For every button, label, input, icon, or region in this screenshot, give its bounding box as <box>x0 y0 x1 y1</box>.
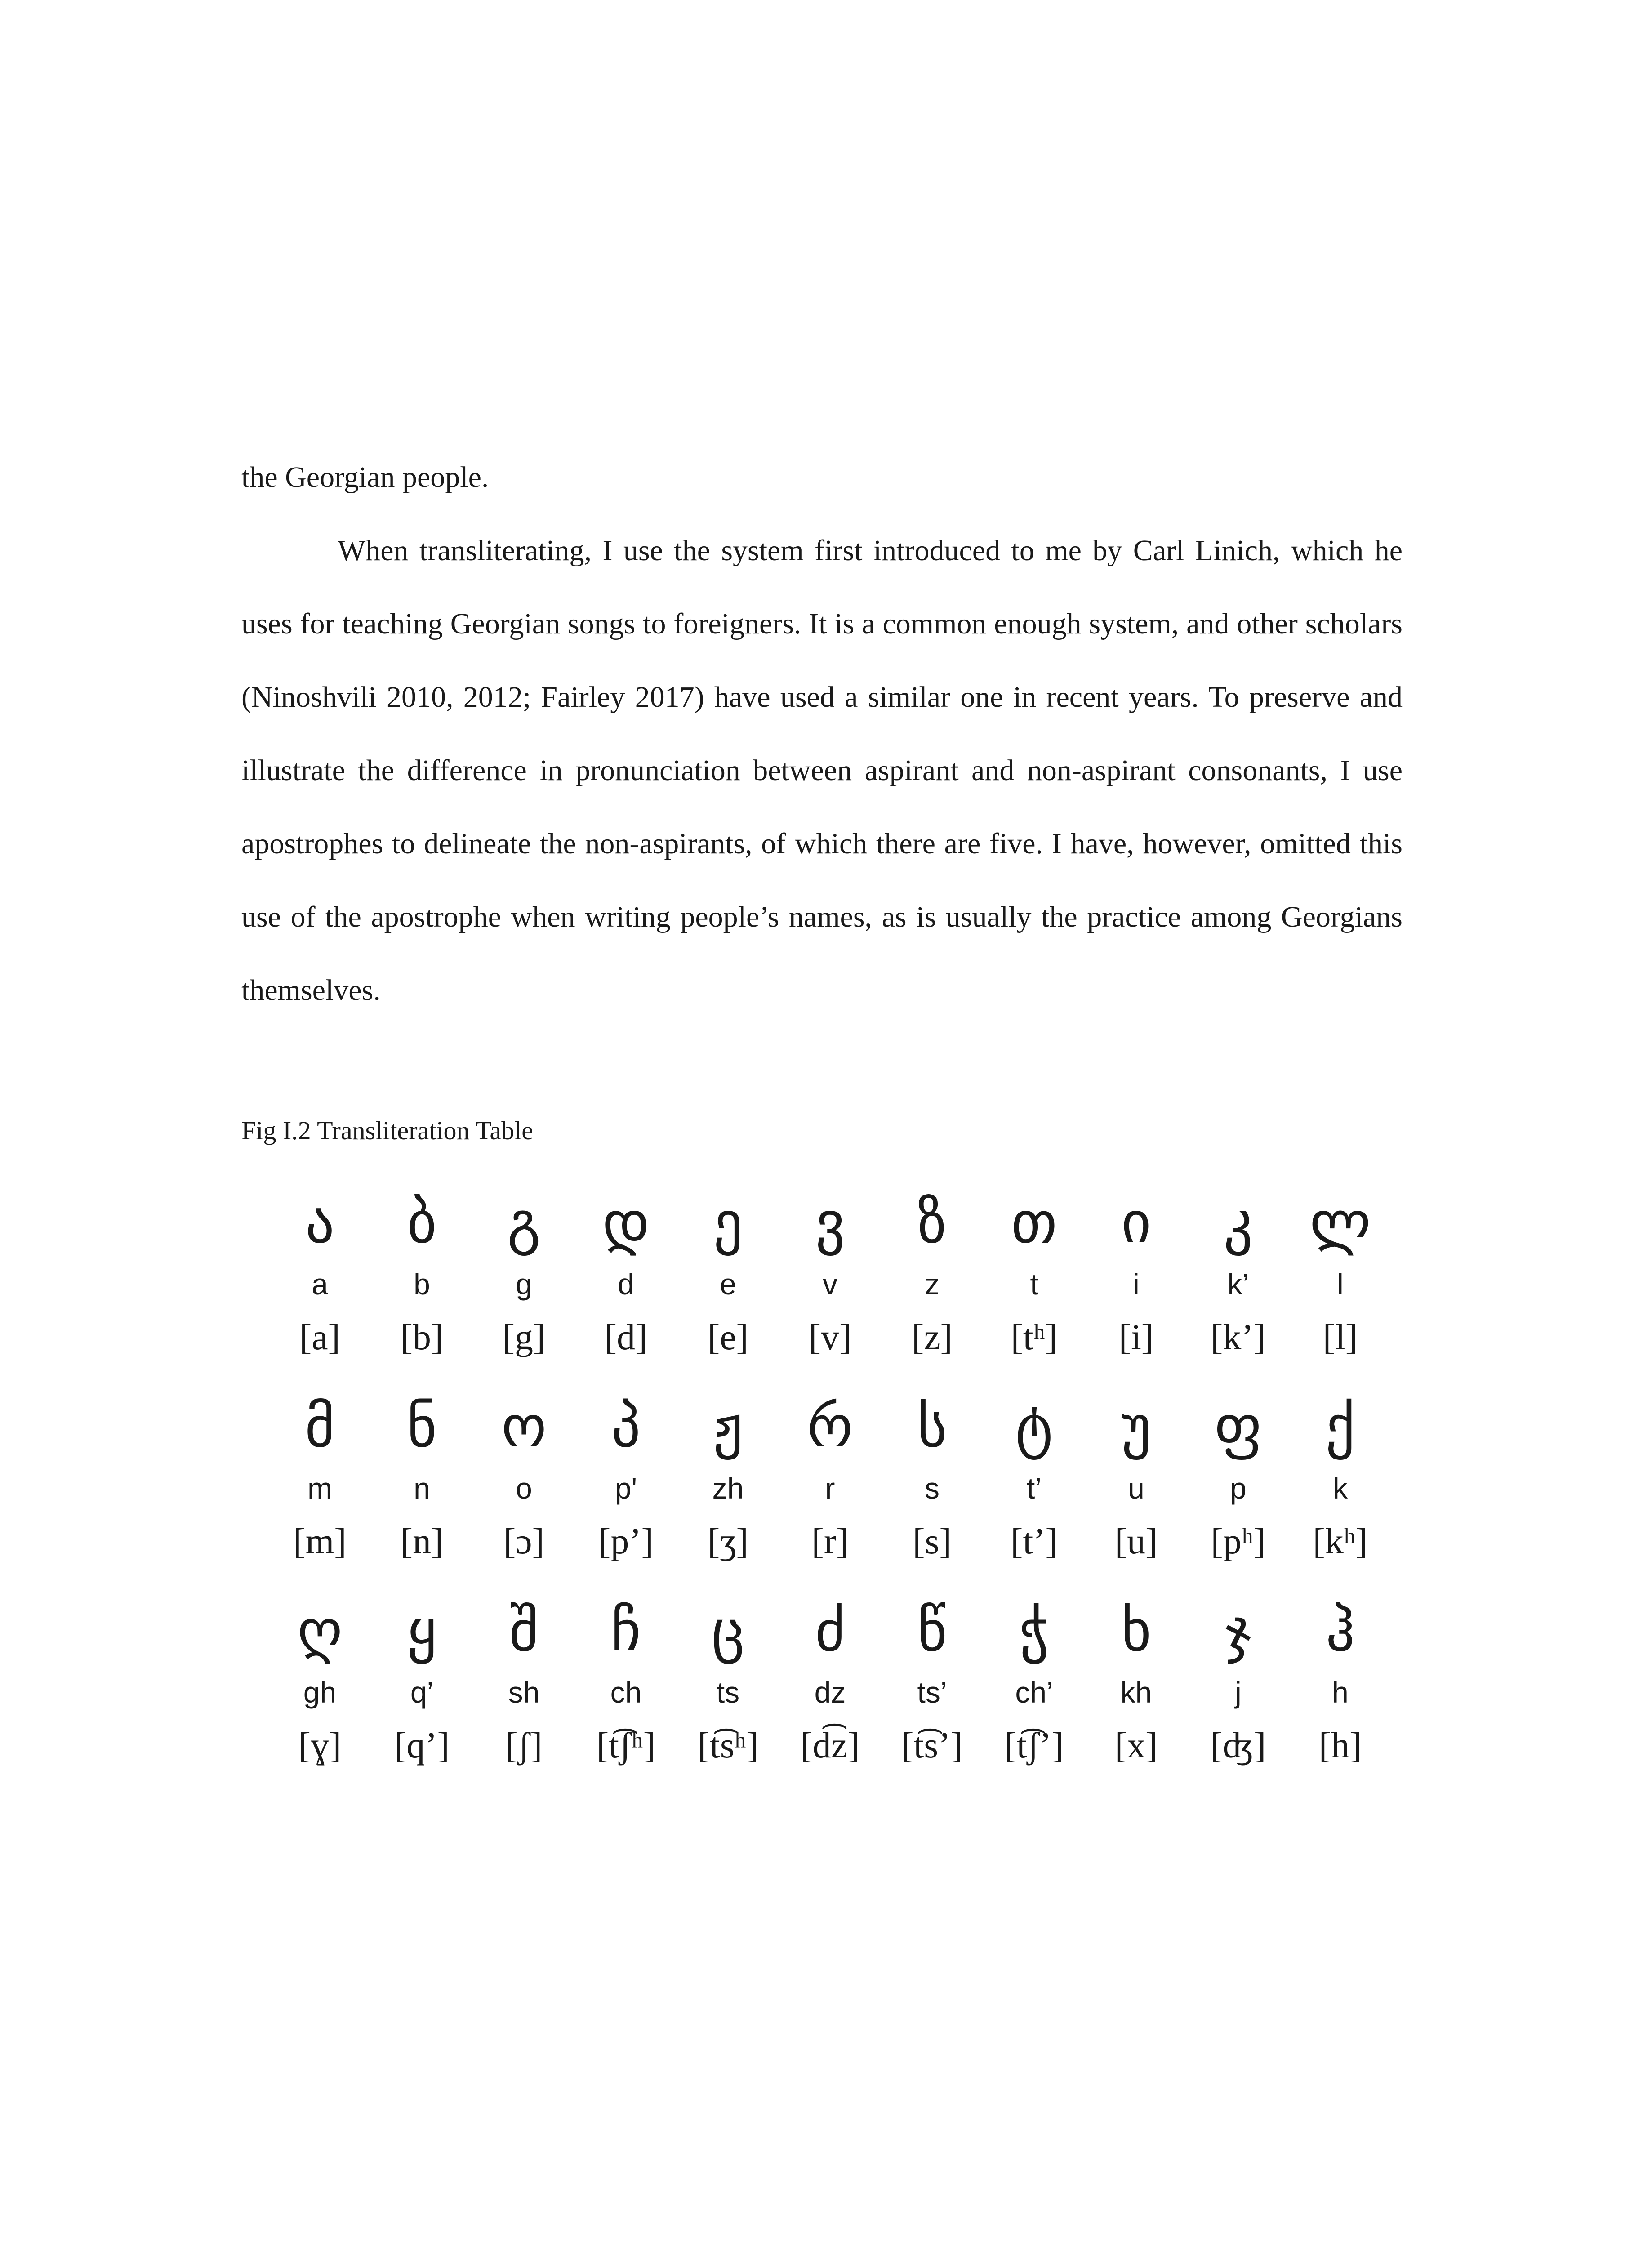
ipa-pronunciation: [d] <box>604 1316 648 1357</box>
latin-transliteration: u <box>1128 1472 1144 1505</box>
georgian-letter: ტ <box>1015 1393 1053 1460</box>
georgian-letter: ც <box>711 1597 745 1664</box>
ipa-pronunciation: [t͡ʃ’] <box>1004 1725 1064 1766</box>
ipa-pronunciation: [i] <box>1118 1316 1154 1357</box>
letter-cell <box>677 1595 779 1768</box>
latin-transliteration: t <box>1030 1267 1038 1301</box>
latin-transliteration: k’ <box>1227 1267 1249 1301</box>
letter-cell <box>1289 1187 1391 1360</box>
georgian-letter: მ <box>305 1393 335 1460</box>
latin-transliteration: zh <box>712 1472 744 1505</box>
georgian-letter: ჟ <box>713 1393 743 1460</box>
ipa-pronunciation: [t͡sʰ] <box>697 1725 759 1766</box>
ipa-pronunciation: [s] <box>913 1521 952 1561</box>
latin-transliteration: n <box>414 1472 430 1505</box>
georgian-letter: გ <box>507 1189 541 1256</box>
georgian-letter: ი <box>1121 1189 1151 1256</box>
ipa-pronunciation: [ɔ] <box>503 1521 544 1561</box>
letter-cell <box>1289 1595 1391 1768</box>
latin-transliteration: z <box>925 1267 940 1301</box>
ipa-pronunciation: [ʤ] <box>1210 1725 1266 1766</box>
latin-transliteration: p <box>1230 1472 1247 1505</box>
georgian-letter: წ <box>917 1597 947 1664</box>
letter-cell <box>371 1391 473 1564</box>
georgian-letter: ო <box>501 1393 547 1460</box>
latin-transliteration: o <box>516 1472 532 1505</box>
letter-cell <box>1187 1391 1289 1564</box>
letter-cell <box>983 1187 1085 1360</box>
latin-transliteration: t’ <box>1027 1472 1042 1505</box>
ipa-pronunciation: [pʰ] <box>1211 1521 1266 1561</box>
letter-cell <box>779 1595 881 1768</box>
latin-transliteration: ts <box>716 1676 740 1709</box>
letter-cell <box>983 1391 1085 1564</box>
ipa-pronunciation: [z] <box>911 1316 953 1357</box>
georgian-letter: ფ <box>1214 1393 1262 1460</box>
latin-transliteration: v <box>823 1267 837 1301</box>
georgian-letter: ლ <box>1309 1189 1371 1256</box>
ipa-pronunciation: [a] <box>299 1316 340 1357</box>
letter-cell <box>677 1391 779 1564</box>
georgian-letter: ა <box>305 1189 334 1256</box>
ipa-pronunciation: [r] <box>811 1521 849 1561</box>
ipa-pronunciation: [k’] <box>1211 1316 1266 1357</box>
letter-cell <box>881 1187 983 1360</box>
georgian-letter: ქ <box>1325 1393 1355 1460</box>
latin-transliteration: ts’ <box>917 1676 947 1709</box>
ipa-pronunciation: [e] <box>707 1316 748 1357</box>
letter-cell <box>881 1595 983 1768</box>
georgian-letter: ძ <box>815 1597 845 1664</box>
ipa-pronunciation: [ʒ] <box>707 1521 748 1561</box>
latin-transliteration: l <box>1337 1267 1344 1301</box>
georgian-letter: თ <box>1011 1189 1057 1256</box>
letter-cell <box>269 1187 371 1360</box>
georgian-letter: პ <box>611 1393 641 1460</box>
latin-transliteration: q’ <box>410 1676 434 1709</box>
letter-cell <box>575 1595 677 1768</box>
latin-transliteration: ch’ <box>1015 1676 1053 1709</box>
latin-transliteration: gh <box>303 1676 337 1709</box>
figure-caption: Fig I.2 Transliteration Table <box>241 1116 533 1145</box>
ipa-pronunciation: [v] <box>808 1316 852 1357</box>
latin-transliteration: d <box>618 1267 634 1301</box>
ipa-pronunciation: [t͡s’] <box>901 1725 963 1766</box>
body-text <box>241 441 1403 1027</box>
georgian-letter: ს <box>917 1393 947 1460</box>
letter-cell <box>779 1391 881 1564</box>
latin-transliteration: dz <box>814 1676 846 1709</box>
letter-cell <box>473 1391 575 1564</box>
ipa-pronunciation: [ɣ] <box>298 1725 342 1766</box>
ipa-pronunciation: [n] <box>400 1521 444 1561</box>
ipa-pronunciation: [u] <box>1114 1521 1158 1561</box>
ipa-pronunciation: [t͡ʃʰ] <box>596 1725 656 1766</box>
paragraph-transliteration: When transliterating, I use the system first introduced to me by Carl Linich, which he uses for teaching Georgian songs to foreigners. It is a common enough system, and other scholars (Ninoshvili 2010, 2012; Fairley 2017) have used a similar one in recent years. To preserve and illustrate the difference in pronunciation between aspirant and non-aspirant consonants, I use apostrophes to delineate the non-aspirants, of which there are five. I have, however, omitted this use of the apostrophe when writing people’s names, as is usually the practice among Georgians themselves. <box>241 534 1403 1007</box>
ipa-pronunciation: [h] <box>1318 1725 1362 1766</box>
georgian-letter: ხ <box>1121 1597 1151 1664</box>
letter-cell <box>1085 1187 1187 1360</box>
georgian-letter: ჰ <box>1326 1597 1355 1664</box>
latin-transliteration: r <box>825 1472 835 1505</box>
latin-transliteration: k <box>1333 1472 1348 1505</box>
latin-transliteration: a <box>312 1267 328 1301</box>
letter-cell <box>881 1391 983 1564</box>
letter-cell <box>269 1595 371 1768</box>
georgian-letter: კ <box>1223 1189 1253 1256</box>
georgian-letter: რ <box>807 1393 853 1460</box>
paragraph-continuation: the Georgian people. <box>241 461 489 494</box>
georgian-letter: ნ <box>407 1393 437 1460</box>
ipa-pronunciation: [kʰ] <box>1313 1521 1368 1561</box>
letter-cell <box>473 1187 575 1360</box>
letter-cell <box>575 1187 677 1360</box>
georgian-letter: ბ <box>407 1189 437 1256</box>
letter-cell <box>779 1187 881 1360</box>
latin-transliteration: ch <box>610 1676 642 1709</box>
ipa-pronunciation: [m] <box>293 1521 347 1561</box>
letter-cell <box>1085 1391 1187 1564</box>
letter-cell <box>1289 1391 1391 1564</box>
latin-transliteration: e <box>720 1267 736 1301</box>
ipa-pronunciation: [ʃ] <box>505 1725 543 1766</box>
latin-transliteration: h <box>1332 1676 1349 1709</box>
letter-cell <box>269 1391 371 1564</box>
ipa-pronunciation: [x] <box>1114 1725 1158 1766</box>
latin-transliteration: g <box>516 1267 532 1301</box>
georgian-letter: ჩ <box>611 1597 641 1664</box>
latin-transliteration: j <box>1235 1676 1242 1709</box>
letter-cell <box>371 1595 473 1768</box>
georgian-letter: ვ <box>815 1189 845 1256</box>
transliteration-table <box>269 1187 1393 1799</box>
georgian-letter: ჯ <box>1225 1597 1251 1664</box>
letter-cell <box>1187 1187 1289 1360</box>
ipa-pronunciation: [tʰ] <box>1011 1316 1058 1357</box>
table-row <box>269 1391 1393 1564</box>
ipa-pronunciation: [q’] <box>394 1725 450 1766</box>
latin-transliteration: i <box>1133 1267 1140 1301</box>
letter-cell <box>1085 1595 1187 1768</box>
latin-transliteration: s <box>925 1472 940 1505</box>
letter-cell <box>1187 1595 1289 1768</box>
georgian-letter: შ <box>509 1597 539 1664</box>
georgian-letter: ე <box>713 1189 743 1256</box>
letter-cell <box>575 1391 677 1564</box>
ipa-pronunciation: [b] <box>400 1316 444 1357</box>
ipa-pronunciation: [l] <box>1322 1316 1358 1357</box>
latin-transliteration: p' <box>614 1472 637 1505</box>
letter-cell <box>473 1595 575 1768</box>
letter-cell <box>371 1187 473 1360</box>
letter-cell <box>677 1187 779 1360</box>
georgian-letter: ჭ <box>1019 1597 1049 1664</box>
ipa-pronunciation: [p’] <box>598 1521 654 1561</box>
ipa-pronunciation: [t’] <box>1011 1521 1058 1561</box>
latin-transliteration: m <box>307 1472 332 1505</box>
ipa-pronunciation: [d͡z] <box>800 1725 860 1766</box>
latin-transliteration: b <box>414 1267 430 1301</box>
letter-cell <box>983 1595 1085 1768</box>
georgian-letter: უ <box>1121 1393 1151 1460</box>
latin-transliteration: sh <box>508 1676 540 1709</box>
georgian-letter: ყ <box>407 1597 437 1664</box>
georgian-letter: დ <box>602 1189 650 1256</box>
georgian-letter: ღ <box>297 1597 343 1664</box>
ipa-pronunciation: [g] <box>502 1316 546 1357</box>
table-row <box>269 1595 1393 1768</box>
table-row <box>269 1187 1393 1360</box>
latin-transliteration: kh <box>1120 1676 1152 1709</box>
georgian-letter: ზ <box>917 1189 947 1256</box>
